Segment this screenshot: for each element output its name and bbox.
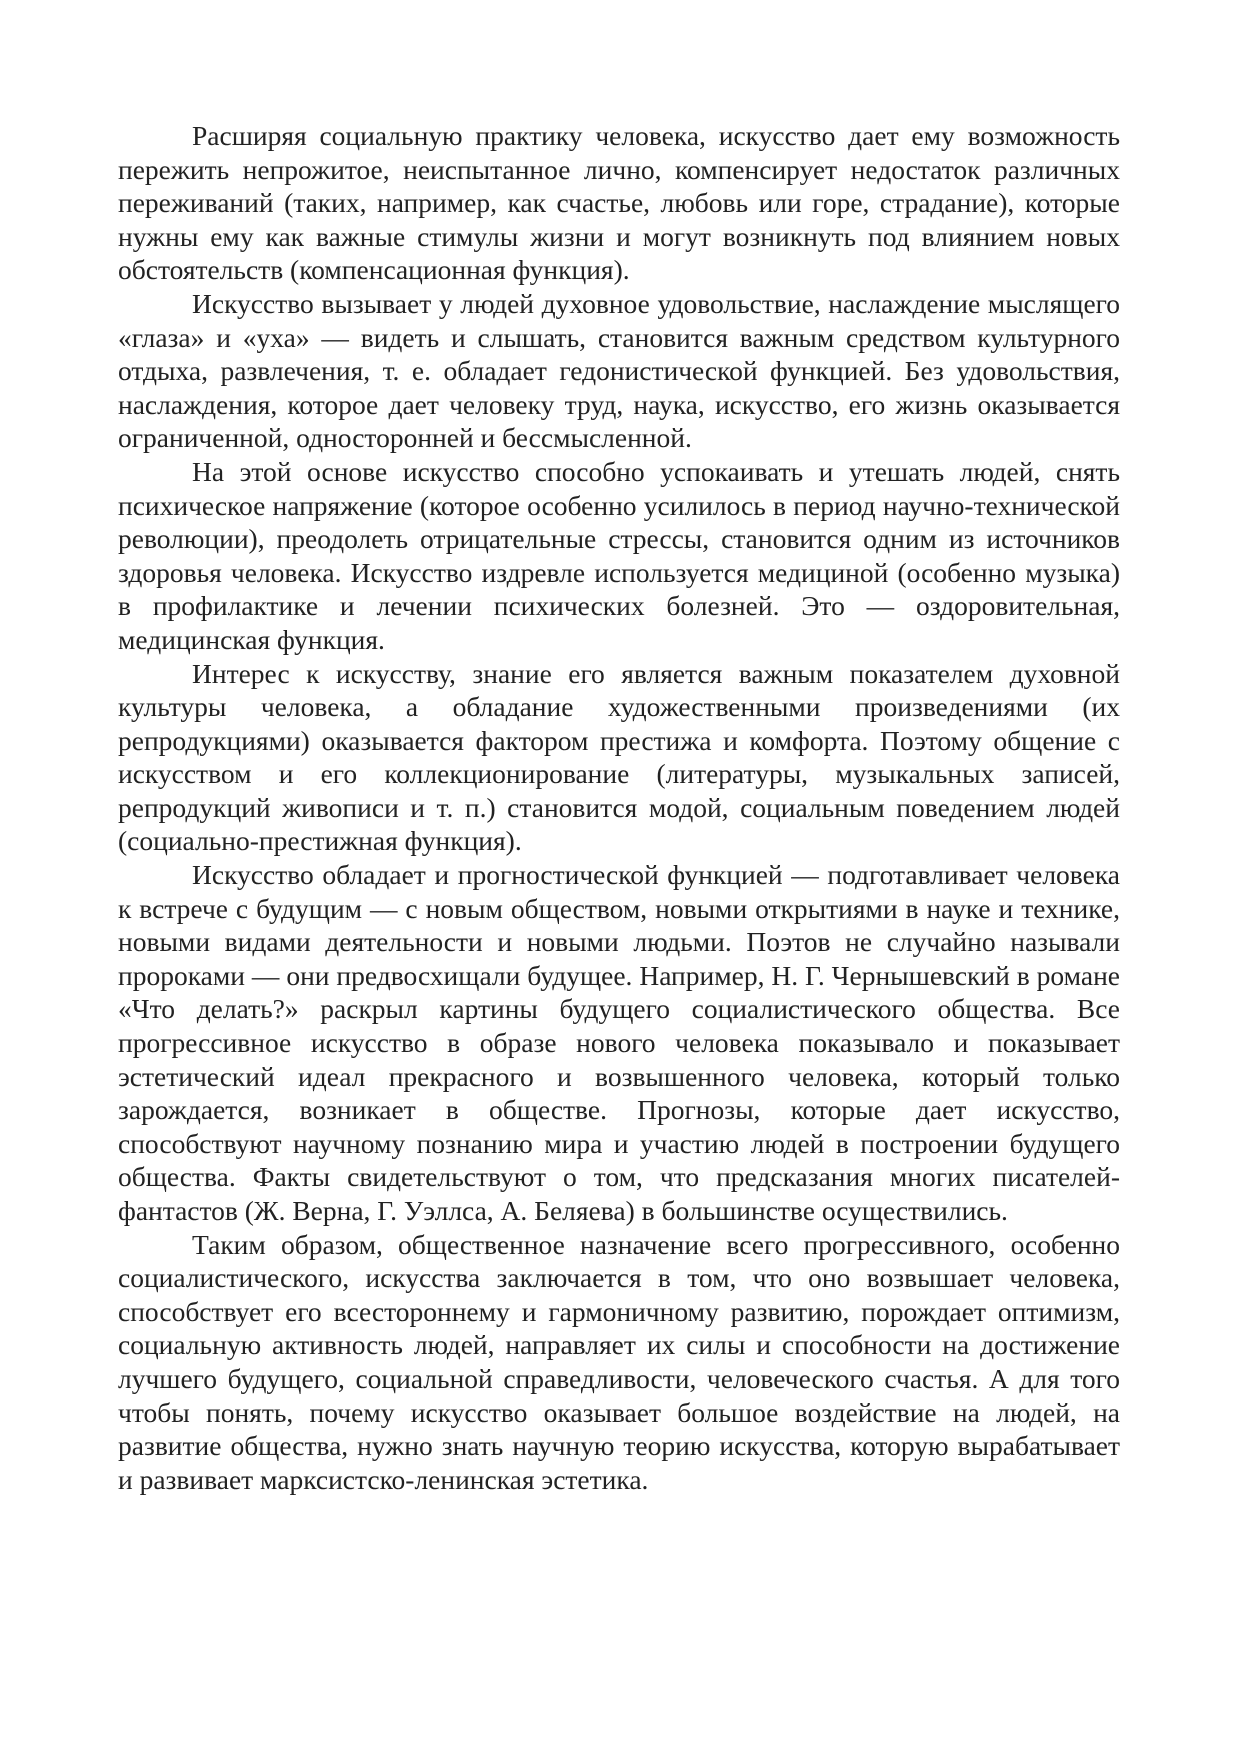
paragraph-compensatory-function: Расширяя социальную практику человека, искусство дает ему возможность пережить непрожитое, неиспытанное лично, компенсирует недостаток различных переживаний (таких, например, как счастье, любовь или горе, страдание), которые нужны ему как важные стимулы жизни и могут возникнуть под влиянием новых обстоятельств (компенсационная функция).	[118, 120, 1120, 286]
paragraph-prestige-function: Интерес к искусству, знание его является важным показателем духовной культуры человека, а обладание художественными произведениями (их репродукциями) оказывается фактором престижа и комфорта. Поэтому общение с искусством и его коллекционирование (литературы, музыкальных записей, репродукций живописи и т. п.) становится модой, социальным поведением людей (социально-престижная функция).	[118, 657, 1120, 857]
paragraph-conclusion: Таким образом, общественное назначение всего прогрессивного, особенно социалистического, искусства заключается в том, что оно возвышает человека, способствует его всестороннему и гармоничному развитию, порождает оптимизм, социальную активность людей, направляет их силы и способности на достижение лучшего будущего, социальной справедливости, человеческого счастья. А для того чтобы понять, почему искусство оказывает большое воздействие на людей, на развитие общества, нужно знать научную теорию искусства, которую вырабатывает и развивает марксистско-ленинская эстетика.	[118, 1228, 1120, 1495]
paragraph-hedonistic-function: Искусство вызывает у людей духовное удовольствие, наслаждение мыслящего «глаза» и «уха» — видеть и слышать, становится важным средством культурного отдыха, развлечения, т. е. обладает гедонистической функцией. Без удовольствия, наслаждения, которое дает человеку труд, наука, искусство, его жизнь оказывается ограниченной, односторонней и бессмысленной.	[118, 287, 1120, 454]
paragraph-medical-function: На этой основе искусство способно успокаивать и утешать людей, снять психическое напряжение (которое особенно усилилось в период научно-технической революции), преодолеть отрицательные стрессы, становится одним из источников здоровья человека. Искусство издревле используется медициной (особенно музыка) в профилактике и лечении психических болезней. Это — оздоровительная, медицинская функция.	[118, 455, 1120, 655]
paragraph-prognostic-function: Искусство обладает и прогностической функцией — подготавливает человека к встрече с будущим — с новым обществом, новыми открытиями в науке и технике, новыми видами деятельности и новыми людьми. Поэтов не случайно называли пророками — они предвосхищали будущее. Например, Н. Г. Чернышевский в романе «Что делать?» раскрыл картины будущего социалистического общества. Все прогрессивное искусство в образе нового человека показывало и показывает эстетический идеал прекрасного и возвышенного человека, который только зарождается, возникает в обществе. Прогнозы, которые дает искусство, способствуют научному познанию мира и участию людей в построении будущего общества. Факты свидетельствуют о том, что предсказания многих писателей-фантастов (Ж. Верна, Г. Уэллса, А. Беляева) в большинстве осуществились.	[118, 859, 1120, 1226]
body-text	[118, 119, 1120, 1496]
